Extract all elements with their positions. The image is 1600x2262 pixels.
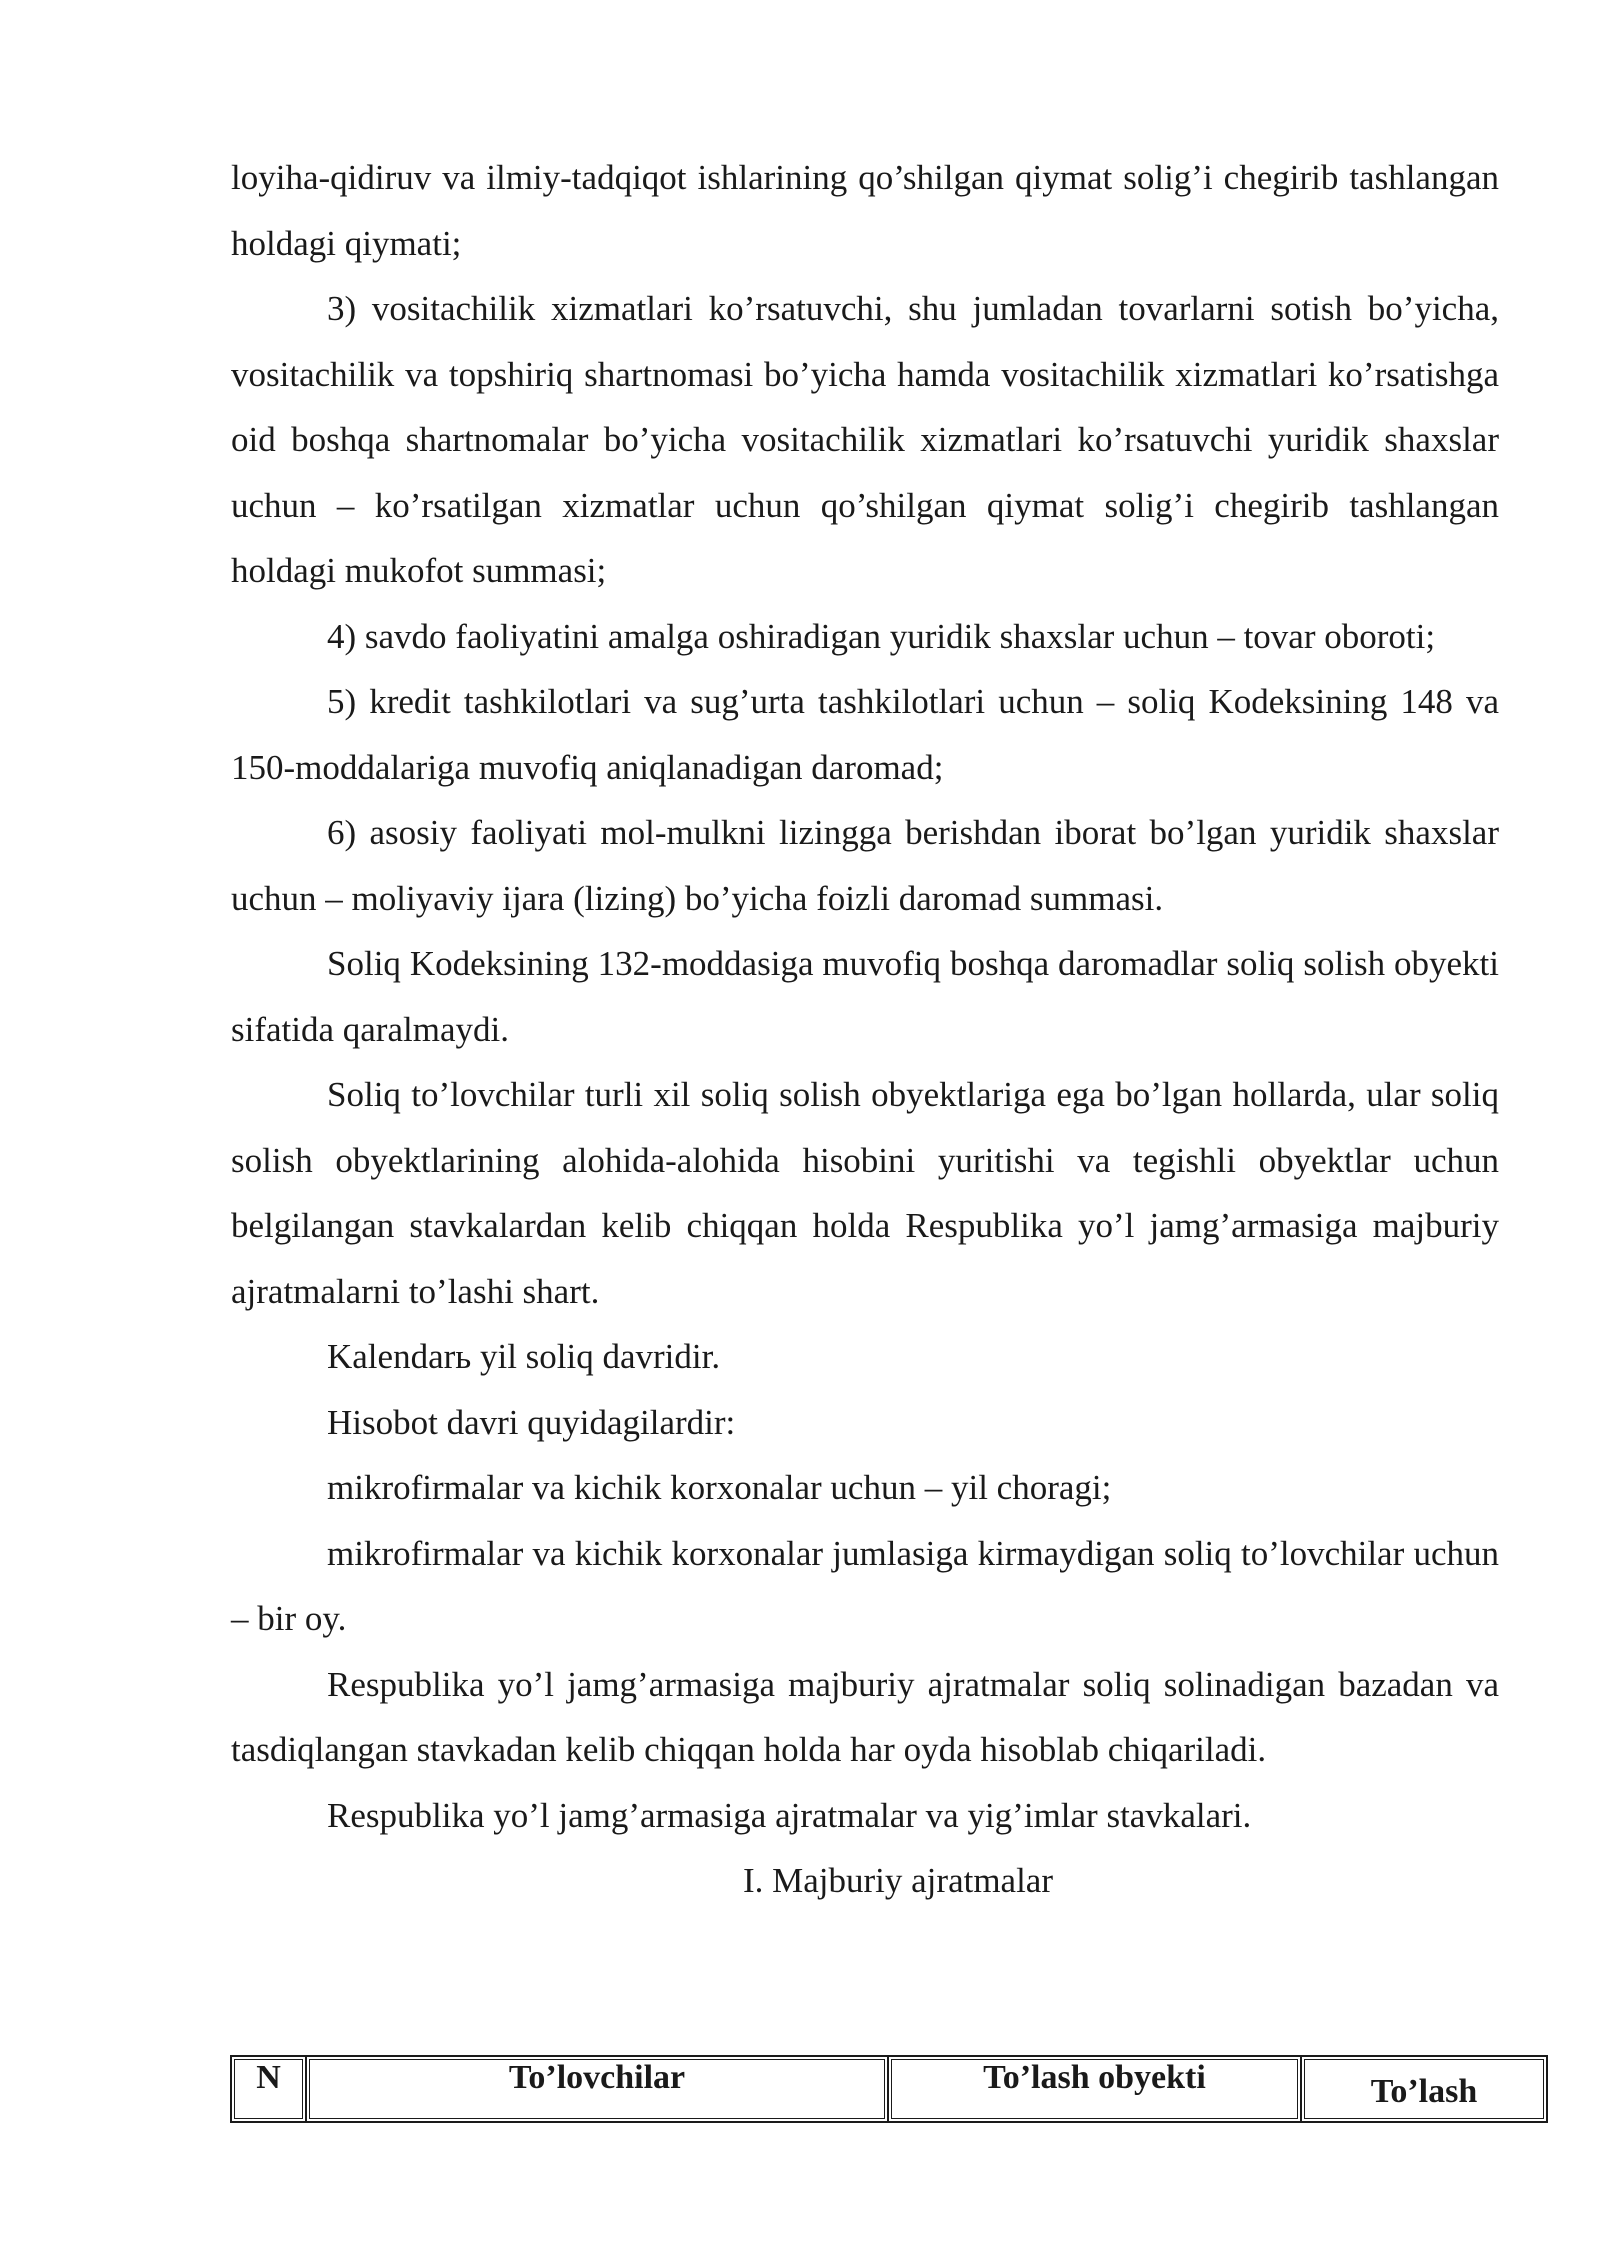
paragraph-4: 5) kredit tashkilotlari va sug’urta tashkilotlari uchun – soliq Kodeksining 148 va 150-moddalariga muvofiq aniqlanadigan daromad; — [231, 682, 1499, 787]
paragraph-8: Kalendarь yil soliq davridir. — [327, 1337, 721, 1376]
paragraph-10: mikrofirmalar va kichik korxonalar uchun – yil choragi; — [327, 1468, 1112, 1507]
paragraph-1: loyiha-qidiruv va ilmiy-tadqiqot ishlarining qo’shilgan qiymat solig’i chegirib tashlangan holdagi qiymati; — [231, 158, 1499, 263]
header-payment-object: To’lash obyekti — [888, 2056, 1301, 2122]
header-payment: To’lash — [1301, 2056, 1547, 2122]
paragraph-13: Respublika yo’l jamg’armasiga ajratmalar va yig’imlar stavkalari. — [327, 1795, 1252, 1835]
table-header-row — [231, 2056, 1547, 2122]
paragraph-2: 3) vositachilik xizmatlari ko’rsatuvchi, shu jumladan tovarlarni sotish bo’yicha, vositachilik va topshiriq shartnomasi bo’yicha hamda vositachilik xizmatlari ko’rsatishga oid boshqa shartnomalar bo’yicha vositachilik xizmatlari ko’rsatuvchi yuridik shaxslar uchun – ko’rsatilgan xizmatlar uchun qo’shilgan qiymat solig’i chegirib tashlangan holdagi mukofot summasi; — [231, 289, 1499, 590]
paragraph-5: 6) asosiy faoliyati mol-mulkni lizingga berishdan iborat bo’lgan yuridik shaxslar uchun – moliyaviy ijara (lizing) bo’yicha foizli daromad summasi. — [231, 813, 1499, 918]
paragraph-12: Respublika yo’l jamg’armasiga majburiy ajratmalar soliq solinadigan bazadan va tasdiqlangan stavkadan kelib chiqqan holda har oyda hisoblab chiqariladi. — [231, 1664, 1499, 1769]
document-body — [231, 145, 1499, 1914]
section-heading: I. Majburiy ajratmalar — [742, 1861, 1053, 1900]
header-payers: To’lovchilar — [306, 2056, 888, 2122]
rates-table — [230, 2055, 1548, 2123]
header-number: N — [231, 2056, 306, 2122]
paragraph-6: Soliq Kodeksining 132-moddasiga muvofiq boshqa daromadlar soliq solish obyekti sifatida qaralmaydi. — [231, 944, 1499, 1049]
paragraph-7: Soliq to’lovchilar turli xil soliq solish obyektlariga ega bo’lgan hollarda, ular soliq solish obyektlarining alohida-alohida hisobini yuritishi va tegishli obyektlar uchun belgilangan stavkalardan kelib chiqqan holda Respublika yo’l jamg’armasiga majburiy ajratmalarni to’lashi shart. — [231, 1075, 1499, 1311]
paragraph-3: 4) savdo faoliyatini amalga oshiradigan yuridik shaxslar uchun – tovar oboroti; — [327, 616, 1436, 656]
paragraph-11: mikrofirmalar va kichik korxonalar jumlasiga kirmaydigan soliq to’lovchilar uchun – bir oy. — [231, 1533, 1499, 1638]
paragraph-9: Hisobot davri quyidagilardir: — [327, 1402, 736, 1442]
